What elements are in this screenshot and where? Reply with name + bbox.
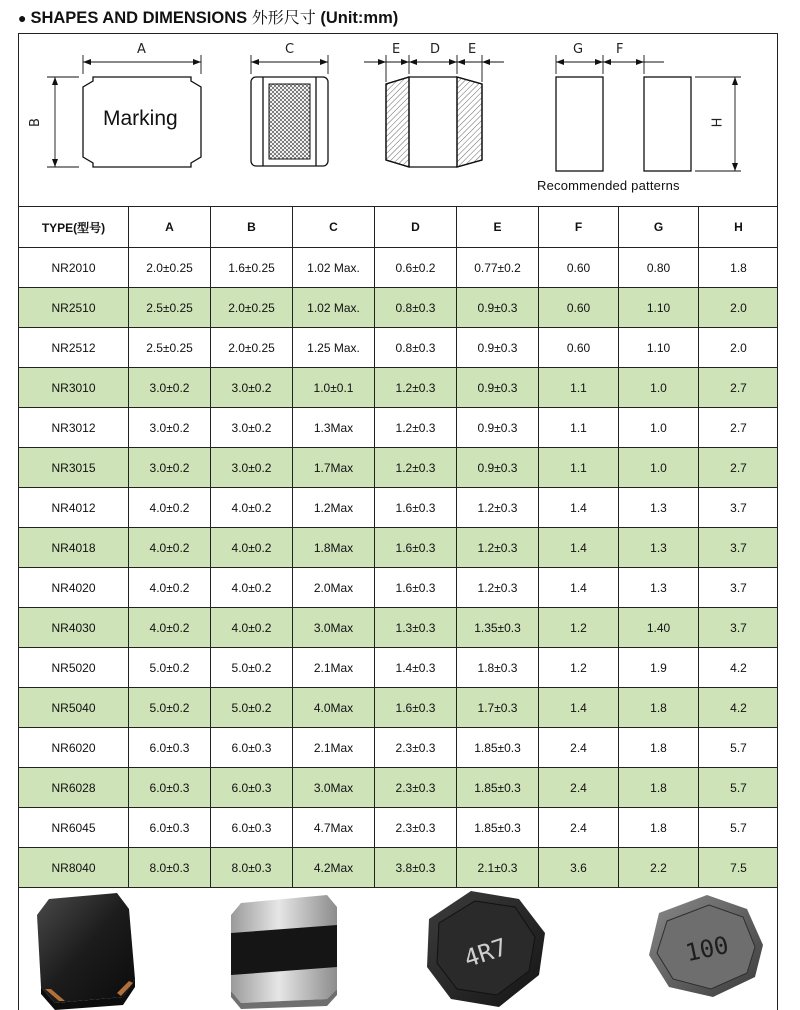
dimension-cell: 4.0±0.2 [211,568,293,608]
type-cell: NR6045 [19,808,129,848]
dimension-cell: 2.4 [539,728,619,768]
dimension-cell: 3.0Max [293,608,375,648]
dimension-cell: 0.6±0.2 [375,248,457,288]
table-row [19,328,779,368]
column-header: F [539,207,619,248]
photo-inductor-1 [37,893,135,1010]
dimension-cell: 1.8 [699,248,779,288]
dimension-cell: 1.2±0.3 [457,528,539,568]
table-row [19,488,779,528]
dimension-cell: 7.5 [699,848,779,888]
dimension-cell: 2.1Max [293,648,375,688]
dimension-cell: 1.4 [539,528,619,568]
dimension-cell: 1.02 Max. [293,248,375,288]
dimension-cell: 2.7 [699,368,779,408]
table-row [19,728,779,768]
dim-label-e-left: E [392,42,401,57]
heading-title-en: SHAPES AND DIMENSIONS [30,9,248,27]
dimension-cell: 4.0±0.2 [129,528,211,568]
bullet-icon: ● [18,10,27,26]
dimension-cell: 3.0±0.2 [211,448,293,488]
dimension-cell: 2.0±0.25 [211,288,293,328]
type-cell: NR8040 [19,848,129,888]
dimension-cell: 1.4 [539,688,619,728]
dimension-cell: 1.6±0.3 [375,528,457,568]
table-row [19,608,779,648]
dimension-cell: 1.02 Max. [293,288,375,328]
table-row [19,808,779,848]
dimension-cell: 1.9 [619,648,699,688]
table-header-row [19,207,779,248]
dim-label-e-right: E [468,42,477,57]
dimension-cell: 6.0±0.3 [129,728,211,768]
dimension-cell: 1.85±0.3 [457,768,539,808]
dimension-cell: 1.4 [539,488,619,528]
dimension-cell: 2.2 [619,848,699,888]
dimension-cell: 1.10 [619,328,699,368]
recommended-patterns-label: Recommended patterns [537,178,680,193]
dimension-cell: 3.0±0.2 [211,368,293,408]
table-row [19,688,779,728]
column-header: E [457,207,539,248]
dimension-cell: 1.2Max [293,488,375,528]
dimension-cell: 6.0±0.3 [211,768,293,808]
dimension-cell: 2.0±0.25 [211,328,293,368]
dimension-cell: 2.0±0.25 [129,248,211,288]
dimension-cell: 2.0Max [293,568,375,608]
dimension-cell: 0.9±0.3 [457,368,539,408]
dimension-cell: 0.9±0.3 [457,408,539,448]
dimension-cell: 3.7 [699,528,779,568]
recommended-patterns-drawing [556,55,741,171]
table-row [19,648,779,688]
dimension-cell: 3.7 [699,608,779,648]
dimension-cell: 4.0±0.2 [129,488,211,528]
dimension-cell: 1.4 [539,568,619,608]
bottom-view-drawing [364,55,504,167]
table-row [19,528,779,568]
dimension-cell: 0.8±0.3 [375,288,457,328]
dimension-cell: 0.9±0.3 [457,288,539,328]
dimension-cell: 1.6±0.25 [211,248,293,288]
dimension-cell: 1.8Max [293,528,375,568]
dimension-cell: 1.0±0.1 [293,368,375,408]
dimension-cell: 1.6±0.3 [375,568,457,608]
dimension-cell: 1.1 [539,408,619,448]
dimension-cell: 4.2 [699,648,779,688]
part-marking-text-2: 100 [682,930,732,968]
dimension-cell: 1.85±0.3 [457,808,539,848]
dimension-cell: 3.0±0.2 [129,448,211,488]
dimension-cell: 1.3 [619,568,699,608]
type-cell: NR5020 [19,648,129,688]
dimension-cell: 8.0±0.3 [211,848,293,888]
type-cell: NR2510 [19,288,129,328]
type-cell: NR5040 [19,688,129,728]
dimension-cell: 1.8 [619,768,699,808]
dimension-cell: 1.25 Max. [293,328,375,368]
dimension-cell: 3.6 [539,848,619,888]
dimension-cell: 4.0±0.2 [129,568,211,608]
dimension-cell: 5.0±0.2 [211,648,293,688]
dimension-cell: 1.3±0.3 [375,608,457,648]
dimension-cell: 1.10 [619,288,699,328]
product-photos [19,879,777,1010]
photo-inductor-2 [231,895,337,1009]
type-cell: NR3010 [19,368,129,408]
dimension-cell: 2.4 [539,768,619,808]
type-cell: NR3015 [19,448,129,488]
dimension-cell: 1.2±0.3 [375,368,457,408]
dimension-cell: 4.2 [699,688,779,728]
dimension-cell: 6.0±0.3 [211,808,293,848]
section-heading [18,5,398,31]
dimension-cell: 1.7±0.3 [457,688,539,728]
dim-label-d: D [430,42,441,57]
table-row [19,448,779,488]
dimension-cell: 1.40 [619,608,699,648]
dimension-cell: 1.3Max [293,408,375,448]
dimension-cell: 4.0±0.2 [129,608,211,648]
type-cell: NR4012 [19,488,129,528]
dimension-cell: 3.0±0.2 [129,368,211,408]
dim-label-f: F [616,42,624,57]
dimension-cell: 5.7 [699,728,779,768]
dimensions-table [18,206,778,888]
side-view-drawing [251,55,328,166]
dimension-cell: 4.0±0.2 [211,488,293,528]
dimension-cell: 2.1±0.3 [457,848,539,888]
dimension-cell: 1.6±0.3 [375,688,457,728]
dimension-cell: 1.2±0.3 [457,568,539,608]
column-header: C [293,207,375,248]
dimension-cell: 2.0 [699,328,779,368]
dimension-cell: 2.5±0.25 [129,288,211,328]
dim-label-b: B [27,118,43,127]
table-row [19,408,779,448]
dimension-cell: 0.9±0.3 [457,328,539,368]
dimension-cell: 6.0±0.3 [211,728,293,768]
column-header: A [129,207,211,248]
dimension-cell: 0.60 [539,288,619,328]
dimension-cell: 1.3 [619,488,699,528]
dimension-cell: 4.0±0.2 [211,608,293,648]
type-cell: NR4020 [19,568,129,608]
dimension-cell: 3.7 [699,488,779,528]
dimension-cell: 1.1 [539,368,619,408]
dimension-cell: 1.1 [539,448,619,488]
dimension-cell: 4.0Max [293,688,375,728]
table-body [19,248,779,888]
dimension-cell: 5.7 [699,808,779,848]
dimension-cell: 0.9±0.3 [457,448,539,488]
dimension-cell: 1.3 [619,528,699,568]
dimension-cell: 6.0±0.3 [129,768,211,808]
dimension-cell: 1.2±0.3 [375,448,457,488]
dimension-cell: 5.7 [699,768,779,808]
dimension-cell: 6.0±0.3 [129,808,211,848]
dimension-cell: 1.35±0.3 [457,608,539,648]
dimension-cell: 2.7 [699,408,779,448]
dimension-cell: 3.0Max [293,768,375,808]
dimension-cell: 5.0±0.2 [211,688,293,728]
type-cell: NR3012 [19,408,129,448]
dimension-cell: 2.0 [699,288,779,328]
dimension-cell: 2.3±0.3 [375,728,457,768]
dimension-cell: 1.6±0.3 [375,488,457,528]
dimension-cell: 0.60 [539,328,619,368]
dimension-cell: 1.8 [619,728,699,768]
dimension-cell: 1.0 [619,448,699,488]
dimension-cell: 4.7Max [293,808,375,848]
dimension-cell: 4.2Max [293,848,375,888]
dimension-cell: 2.3±0.3 [375,768,457,808]
type-cell: NR4030 [19,608,129,648]
marking-label: Marking [103,107,178,130]
dimension-cell: 0.77±0.2 [457,248,539,288]
dimension-cell: 0.8±0.3 [375,328,457,368]
dimension-cell: 3.7 [699,568,779,608]
dimension-cell: 5.0±0.2 [129,648,211,688]
column-header: TYPE(型号) [19,207,129,248]
table-row [19,368,779,408]
dimension-cell: 1.85±0.3 [457,728,539,768]
dimension-cell: 1.8 [619,688,699,728]
dimension-cell: 1.0 [619,408,699,448]
dimension-cell: 1.7Max [293,448,375,488]
dim-label-a: A [137,42,146,57]
dimension-cell: 2.7 [699,448,779,488]
dimension-cell: 2.5±0.25 [129,328,211,368]
photo-inductor-4 [649,895,763,997]
dimension-cell: 1.2±0.3 [457,488,539,528]
dimension-cell: 2.3±0.3 [375,808,457,848]
type-cell: NR4018 [19,528,129,568]
type-cell: NR6028 [19,768,129,808]
table-row [19,568,779,608]
type-cell: NR2010 [19,248,129,288]
type-cell: NR2512 [19,328,129,368]
dimension-cell: 5.0±0.2 [129,688,211,728]
dimension-cell: 3.0±0.2 [211,408,293,448]
dimension-cell: 1.8 [619,808,699,848]
dim-label-g: G [573,42,584,57]
dimension-cell: 3.8±0.3 [375,848,457,888]
dimension-cell: 1.2±0.3 [375,408,457,448]
dim-label-h: H [710,117,726,128]
dimension-cell: 0.80 [619,248,699,288]
photo-inductor-3 [427,891,545,1007]
table-row [19,248,779,288]
dimension-cell: 3.0±0.2 [129,408,211,448]
column-header: B [211,207,293,248]
column-header: D [375,207,457,248]
dimension-cell: 0.60 [539,248,619,288]
table-row [19,768,779,808]
table-row [19,288,779,328]
dimension-cell: 2.1Max [293,728,375,768]
dimension-cell: 1.4±0.3 [375,648,457,688]
dimension-cell: 1.2 [539,648,619,688]
dimension-cell: 4.0±0.2 [211,528,293,568]
part-marking-text-1: 4R7 [460,932,511,973]
spec-frame [18,33,778,1010]
dim-label-c: C [285,42,295,57]
dimension-cell: 1.0 [619,368,699,408]
column-header: G [619,207,699,248]
dimension-cell: 1.8±0.3 [457,648,539,688]
type-cell: NR6020 [19,728,129,768]
dimension-cell: 2.4 [539,808,619,848]
column-header: H [699,207,779,248]
heading-unit: (Unit:mm) [320,9,399,27]
dimension-cell: 1.2 [539,608,619,648]
heading-title-cn: 外形尺寸 [251,8,316,27]
dimension-cell: 8.0±0.3 [129,848,211,888]
